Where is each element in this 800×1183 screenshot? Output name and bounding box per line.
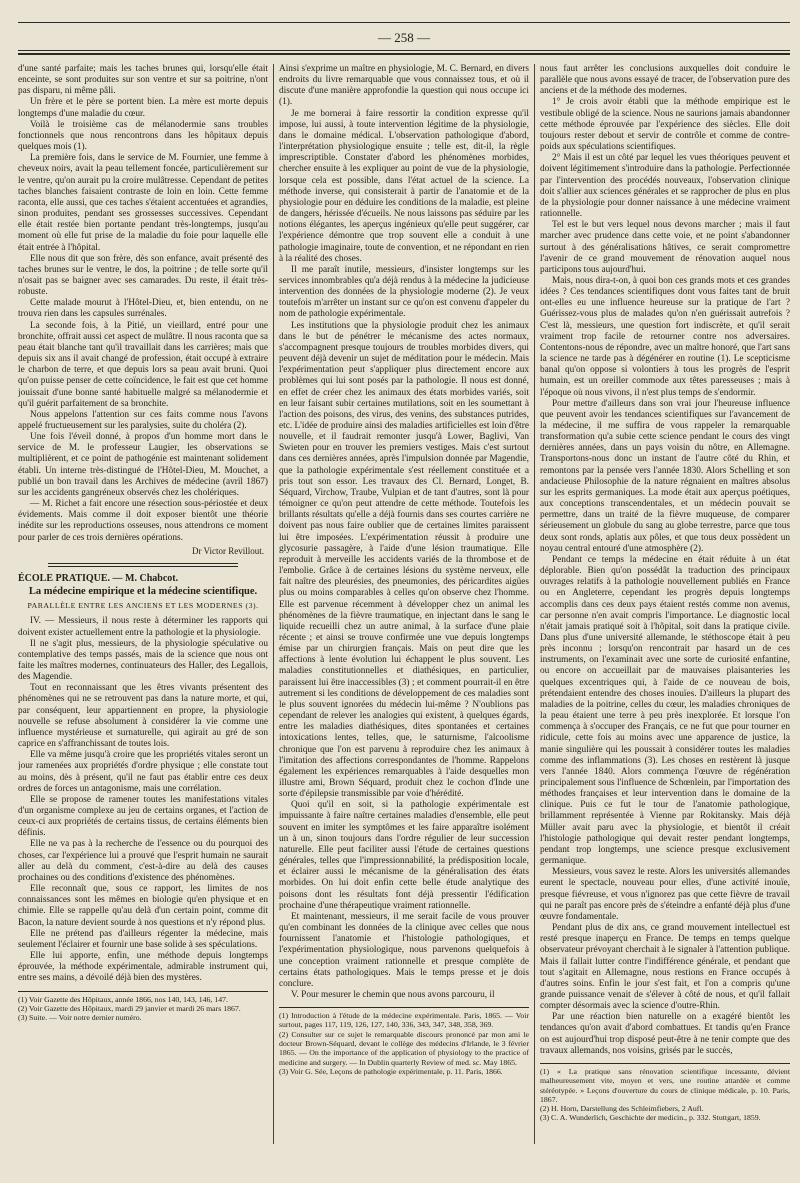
paragraph: — M. Richet a fait encore une résection sous-périostée et deux évidements. Mais comme il doit exposer bientôt une théorie inédite sur les reproductions osseuses, nous attendrons ce moment pour parler de ces trois dernières opérations. (18, 499, 268, 543)
paragraph: IV. — Messieurs, il nous reste à déterminer les rapports qui doivent exister actuellement entre la pathologie et la physiologie. (18, 616, 268, 638)
footnote: (2) Voir Gazette des Hôpitaux, mardi 29 janvier et mardi 26 mars 1867. (18, 1003, 241, 1013)
paragraph: Ainsi s'exprime un maître en physiologie, M. C. Bernard, en divers endroits du livre remarquable que vous connaissez tous, et où il discute d'une manière approfondie la question qui nous occupe ici (1). (279, 64, 529, 108)
paragraph: Pendant ce temps la médecine en était réduite à un état déplorable. Bien qu'on possédât la traduction des principaux ouvrages relatifs à la pathologie nouvellement publiés en France ou en Angleterre, cependant les progrès depuis longtemps accomplis dans ces deux pays étaient restés comme non avenus, car personne n'en avait compris l'importance. Le diagnostic local n'était jamais pratiqué soit à l'hôpital, soit dans la pratique civile. Dans plus d'une université allemande, le stéthoscope était à peu près inconnu ; lorsqu'on rencontrait par hasard un de ces instruments, on l'examinait avec une sorte de curiosité enfantine, ou encore on accueillait par de mauvaises plaisanteries les quelques excentriques qui, à l'aide de ce nouveau de bois, prétendaient entendre des choses inouïes. D'ailleurs la plupart des maladies de la poitrine, celles du cœur, les maladies chroniques de la peau étaient une terre à peu près inexplorée. Et lorsque l'on commença à s'occuper des Français, ce ne fut que pour tourner en ridicule, cette fois au moins avec une apparence de justice, la manie singulière qui les poussait à considérer toutes les maladies comme des inflammations (3). Les choses en restèrent là jusque vers l'année 1840. Alors commença l'œuvre de régénération principalement sous l'influence de Schœnlein, par l'importation des méthodes françaises et leur intervention dans le domaine de la clinique. Puis ce fut le tour de l'anatomie pathologique, brillamment représentée à Vienne par Rokitansky. Mais déjà Müller avait paru avec la physiologie, et bientôt il créait l'histologie pathologique qui devait rester pendant longtemps, pendant trop longtemps, une science presque exclusivement germanique. (540, 554, 790, 867)
section-separator (48, 563, 238, 567)
top-rule (18, 22, 790, 23)
paragraph: Quoi qu'il en soit, si la pathologie expérimentale est impuissante à faire naître certaines maladies d'ensemble, elle peut souvent en imiter les symptômes et les faire apparaître isolément un à un, sinon toujours dans l'ordre régulier de leur succession naturelle. Elle peut faciliter aussi l'étude de certaines questions générales, telles que l'impressionnabilité, la prédisposition locale, et éclairer aussi le mécanisme de la généralisation des états morbides. On lui doit enfin cette belle étude analytique des poisons dont les résultats font déjà pressentir l'édification prochaine d'une thérapeutique vraiment rationnelle. (279, 800, 529, 911)
header-rule-2 (18, 53, 790, 55)
paragraph: Elle ne prétend pas d'ailleurs régenter la médecine, mais seulement l'éclairer et fournir une base solide à ses spéculations. (18, 928, 268, 950)
paragraph: Cette malade mourut à l'Hôtel-Dieu, et, bien entendu, on ne trouva rien dans les capsules surrénales. (18, 298, 268, 320)
paragraph: La première fois, dans le service de M. Fournier, une femme à cheveux noirs, avait la peau tellement foncée, particulièrement sur le ventre, qu'on aurait pu la croire mulâtresse. Cependant de petites taches blanches faisaient contraste de loin en loin. Cette femme raconta, elle aussi, que ces taches s'étaient accentuées et agrandies, sinon produites, pendant ses grossesses successives. Cependant elle était restée bien portante pendant très-longtemps, jusqu'au moment où elle fut prise de la maladie du foie pour laquelle elle était entrée à l'hôpital. (18, 153, 268, 253)
paragraph: Les institutions que la physiologie produit chez les animaux dans le but de pénétrer le mécanisme des actes normaux, s'accompagnent presque toujours de troubles morbides divers, qui peuvent déjà devenir un sujet de méditation pour le médecin. Mais l'expérimentation peut s'appliquer plus directement encore aux problèmes qui lui sont posés par la pathologie. Il nous est donné, en effet de créer chez les animaux des états morbides variés, soit en leur faisant subir certaines mutilations, soit en les soumettant à l'action des poisons, des virus, des venins, des substances putrides, etc. L'idée de produire ainsi des maladies artificielles est loin d'être nouvelle, et il faudrait remonter jusqu'à Lower, Baglivi, Van Swieten pour en trouver les premiers vestiges. Mais c'est surtout dans ces dernières années, après l'impulsion donnée par Magendie, que la pathologie expérimentale s'est réellement constituée et a pris tout son essor. Les travaux des Cl. Bernard, Longet, B. Séquard, Virchow, Traube, Vulpian et de tant d'autres, sont là pour témoigner ce qu'on peut attendre de cette méthode. Toutefois les brillants résultats qu'elle a déjà fournis dans ses courtes carrière ne doivent pas nous faire oublier que de certaines limites paraissent lui être imposées. L'expérimentation réussit à produire une glycosurie passagère, à l'aide d'une lésion traumatique. Elle reproduit à merveille les accidents variés de la thrombose et de l'embolie. Grâce à de certaines lésions du système nerveux, elle fait naître des pleurésies, des pneumonies, des péricardites aigües plus ou moins comparables à celles qu'on observe chez l'homme. Elle est parvenue récemment à développer chez un animal les phénomènes de la fièvre traumatique, en injectant dans le sang le liquide recueilli chez un autre animal, à la surface d'une plaie récente ; et ainsi se trouve confirmée une vue depuis longtemps émise par un chirurgien français. Mais on peut dire que les affections à lente évolution lui échappent le plus souvent. Les maladies constitutionnelles et diathésiques, en particulier, paraissent lui être inaccessibles (3) ; et comment pourrait-il en être autrement si les conditions de développement de ces maladies sont le plus souvent ignorées du médecin lui-même ? N'oublions pas cependant de relever les analogies qui existent, à quelques égards, entre les maladies diathésiques, dites spontanées et certaines intoxications lentes, telles, que, le saturnisme, l'alcoolisme chronique que l'on est parvenu à reproduire chez les animaux à l'imitation des affections correspondantes de l'homme. Rappelons également les expériences remarquables à l'aide desquelles mon illustre ami, Brown Séquard, produit chez le cochon d'Inde une sorte d'épilepsie transmissible par voie d'hérédité. (279, 320, 529, 800)
paragraph: 2° Mais il est un côté par lequel les vues théoriques peuvent et doivent légitimement s'introduire dans la pathologie. Perfectionnée par l'intervention des procédés nouveaux, l'observation clinique doit s'allier aux sciences générales et se rapprocher de plus en plus de la physiologie pour donner naissance à une médecine vraiment rationnelle. (540, 153, 790, 220)
section-title: ÉCOLE PRATIQUE. — M. Chabcot. (18, 572, 179, 584)
paragraph: Elle nous dit que son frère, dès son enfance, avait présenté des taches brunes sur le ventre, le dos, la poitrine ; de telle sorte qu'il n'osait pas se baigner avec ses camarades. Du reste, il était très-robuste. (18, 253, 268, 298)
header-rule-1 (18, 50, 790, 51)
footnote: (1) Voir Gazette des Hôpitaux, année 1866, nos 140, 143, 146, 147. (18, 994, 228, 1004)
paragraph: Une fois l'éveil donné, à propos d'un homme mort dans le service de M. le professeur Laugier, les observations se multiplièrent, et ce point de pathogénie est maintenant solidement établi. Un interne très-distingué de l'Hôtel-Dieu, M. Mouchet, a publié un bon travail dans les Archives de médecine (avril 1867) sur les accidents gangréneux observés chez les cholériques. (18, 432, 268, 498)
paragraph: Elle se propose de ramener toutes les manifestations vitales d'un organisme complexe au jeu de certains organes, et l'action de ceux-ci aux propriétés de certains tissus, de certains éléments bien définis. (18, 794, 268, 839)
footnote: (3) C. A. Wunderlich, Geschichte der medicin., p. 332. Stuttgart, 1859. (540, 1113, 761, 1123)
column-1 (18, 64, 268, 1144)
newspaper-page (18, 20, 790, 1165)
paragraph: V. Pour mesurer le chemin que nous avons parcouru, il (291, 989, 495, 1000)
paragraph: Elle reconnaît que, sous ce rapport, les limites de nos connaissances sont les mêmes en biologie qu'en physique et en chimie. Elle se rappelle qu'au delà d'un certain point, comme dit Bacon, la nature devient sourde à nos questions et n'y répond plus. (18, 884, 268, 928)
lesson-title: La médecine empirique et la médecine scientifique. (28, 586, 258, 598)
page-number: — 258 — (378, 30, 430, 45)
column-2 (279, 64, 529, 1144)
footnote: (3) Voir G. Sée, Leçons de pathologie expérimentale, p. 11. Paris, 1866. (279, 1066, 503, 1076)
paragraph: Elle va même jusqu'à croire que les propriétés vitales seront un jour ramenées aux propriétés d'ordre physique ; elle constate tout au moins, dès à présent, qu'il ne faut pas établir entre ces deux ordres de forces un antagonisme, mais une corrélation. (18, 750, 268, 794)
paragraph: Il me paraît inutile, messieurs, d'insister longtemps sur les services innombrables qu'a déjà rendus à la médecine la judicieuse intervention des données de la physiologie moderne (2). Je veux toutefois m'arrêter un instant sur ce qu'on est convenu d'appeler du nom de pathologie expérimentale. (279, 264, 529, 320)
paragraph: Mais, nous dira-t-on, à quoi bon ces grands mots et ces grandes idées ? Ces tendances scientifiques dont vous faites tant de bruit ont-elles eu une influence heureuse sur la pratique de l'art ? Guérissez-vous plus de malades qu'on n'en guérissait autrefois ? C'est là, messieurs, une question fort indiscrète, et qu'il serait vraiment trop facile de retourner contre nos adversaires. Contentons-nous de répondre, avec un maître honoré, que l'art sans la science ne tarde pas à dégénérer en routine (1). Le scepticisme banal qu'on oppose si volontiers à tous les progrès de l'esprit humain, est un oreiller commode aux têtes paresseuses ; mais à l'époque où nous vivons, il n'est plus temps de s'endormir. (540, 275, 790, 398)
paragraph: 1° Je crois avoir établi que la méthode empirique est le vestibule obligé de la science. Nous ne saurions jamais abandonner cette méthode éprouvée par l'expérience des siècles. Elle doit toujours rester debout et servir de contrôle et comme de contre-poids aux spéculations scientifiques. (540, 97, 790, 153)
paragraph: Tel est le but vers lequel nous devons marcher ; mais il faut marcher avec prudence dans cette voie, et ne point s'abandonner surtout à des généralisations hâtives, ce serait compromettre l'avenir de ce grand mouvement de rénovation auquel nous participons tous aujourd'hui. (540, 220, 790, 275)
column-divider-1 (273, 64, 274, 1144)
lesson-subtitle: PARALLÈLE ENTRE LES ANCIENS ET LES MODERNES (3). (27, 601, 259, 611)
paragraph: Je me bornerai à faire ressortir la condition expresse qu'il impose, lui aussi, à toute intervention légitime de la physiologie, dans le domaine médical. L'observation pathologique d'abord, l'interprétation physiologique ensuite ; telle est, dit-il, la règle imprescriptible. Constater d'abord les phénomènes morbides, chercher ensuite à les expliquer au point de vue de la physiologie, lorsque cela est possible, dans l'état actuel de la science. La méthode inverse, qui consisterait à partir de l'anatomie et de la physiologie pour en déduire les conditions de la maladie, est pleine de dangers, hérissée d'écueils. Ne nous laissons pas séduire par les notions élégantes, les aperçus ingénieux qu'elle peut suggérer, car l'expérience démontre que trop souvent elle a conduit à une pathologie imaginaire, toute de convention, et ne répondant en rien à la réalité des choses. (279, 108, 529, 264)
paragraph: Voilà le troisième cas de mélanodermie sans troubles fonctionnels que nous rencontrons dans les hôpitaux depuis quelques mois (1). (18, 119, 268, 153)
paragraph: Elle lui apporte, enfin, une méthode depuis longtemps éprouvée, la méthode expérimentale, admirable instrument qui, entre ses mains, a dévoilé déjà bien des mystères. (18, 951, 268, 984)
paragraph: La seconde fois, à la Pitié, un vieillard, entré pour une bronchite, offrait aussi cet aspect de mulâtre. Il nous raconta que sa peau était blanche tant qu'il travaillait dans les carrières; mais que depuis six ans il avait changé de profession, était occupé à extraire le charbon de terre, et que depuis lors sa peau avait bruni. Quoi qu'on puisse penser de cette coïncidence, le fait est que cet homme jouissait d'une bonne santé habituelle malgré sa mélanodermie et qu'il guérit parfaitement de sa bronchite. (18, 320, 268, 409)
footnote-rule (540, 1063, 790, 1064)
paragraph: Tout en reconnaissant que les êtres vivants présentent des phénomènes qui ne se retrouvent pas dans la nature morte, et qui, par conséquent, leur appartiennent en propre, la physiologie nouvelle se refuse absolument à considérer la vie comme une influence mystérieuse et surnaturelle, qui agirait au gré de son caprice en s'affranchissant de toutes lois. (18, 683, 268, 750)
paragraph: Nous appelons l'attention sur ces faits comme nous l'avons appelé fructueusement sur les paralysies, suite du choléra (2). (18, 409, 268, 431)
paragraph: Par une réaction bien naturelle on a exagéré bientôt les tendances qu'on avait d'abord combattues. Et tandis qu'en France on est aujourd'hui trop disposé peut-être à ne tenir compte que des travaux allemands, nos voisins, grisés par le succès, (540, 1012, 790, 1056)
paragraph: Elle ne va pas à la recherche de l'essence ou du pourquoi des choses, car l'expérience lui a prouvé que l'esprit humain ne saurait aller au delà du comment, c'est-à-dire au delà des causes prochaines ou des conditions d'existence des phénomènes. (18, 839, 268, 883)
paragraph: nous faut arrêter les conclusions auxquelles doit conduire le parallèle que nous avons essayé de tracer, de l'observation pure des anciens et de la méthode des modernes. (540, 64, 790, 97)
footnote: (1) « La pratique sans rénovation scientifique incessante, dévient malheureusement vite, moyen et vers, une routine attardée et comme stéréotypée. » Leçons d'ouverture du cours de clinique médicale, p. 10. Paris, 1867. (540, 1066, 790, 1104)
paragraph: Messieurs, vous savez le reste. Alors les universités allemandes eurent le spectacle, nouveau pour elles, d'une activité inouïe, presque fiévreuse, et vous n'ignorez pas que cette fièvre de travail qui ne paraît pas encore près de s'éteindre a enfanté déjà plus d'une œuvre fondamentale. (540, 867, 790, 922)
column-divider-2 (534, 64, 535, 1144)
footnote-rule (18, 991, 268, 992)
footnote: (2) H. Horn, Darstellung des Schleimfiebers, 2 Aufl. (540, 1104, 704, 1114)
footnote: (3) Suite. — Voir notre dernier numéro. (18, 1013, 142, 1023)
author-signature: Dr Victor Revillout. (191, 545, 264, 556)
footnote-rule (279, 1007, 529, 1008)
paragraph: Un frère et le père se portent bien. La mère est morte depuis longtemps d'une maladie du cœur. (18, 97, 268, 119)
paragraph: Pour mettre d'ailleurs dans son vrai jour l'heureuse influence que peuvent avoir les tendances scientifiques sur l'avancement de la médecine, il me suffira de vous rappeler la remarquable transformation qu'a subie cette science pendant le cours des vingt dernières années, dans un pays voisin du nôtre, en Allemagne. Transportons-nous donc un instant de l'autre côté du Rhin, et remontons par la pensée vers l'année 1830. Alors Schelling et son andacieuse Philosophie de la nature régnaient en maîtres absolus sur les esprits germaniques. La mode était aux aperçus poétiques, aux conceptions transcendentales, et un médecin pouvait se permettre, dans un traité de la fièvre muqueuse, de comparer sérieusement un globule du sang au globe terrestre, parce que tous deux sont ronds, aplatis aux pôles, et que tous deux possèdent un noyau central entouré d'une atmosphère (2). (540, 398, 790, 554)
paragraph: Il ne s'agit plus, messieurs, de la physiologie spéculative ou contemplative des temps passés, mais de la science que nous ont faite les maîtres modernes, continuateurs des Haller, des Legallois, des Magendie. (18, 638, 268, 683)
footnote: (2) Consulter sur ce sujet le remarquable discours prononcé par mon ami le docteur Brown-Séquard, devant le collège des médecins d'Irlande, le 3 février 1865. — On the importance of the application of physiology to the practice of medicine and surgery. — In Dublin quarterly Review of med. sc. May 1865. (279, 1029, 529, 1067)
paragraph: d'une santé parfaite; mais les taches brunes qui, lorsqu'elle était enceinte, se sont produites sur son ventre et sur sa poitrine, n'ont pas disparu, ni même pâli. (18, 64, 268, 97)
column-3 (540, 64, 790, 1144)
page-header (18, 20, 790, 60)
paragraph: Et maintenant, messieurs, il me serait facile de vous prouver qu'en combinant les données de la clinique avec celles que nous fournissent l'anatomie et l'histologie pathologiques, et l'expérimentation physiologique, nous parvenons quelquefois à une conception vraiment rationnelle et presque complète de certains états pathologiques. Mais le temps presse et je dois conclure. (279, 911, 529, 989)
footnote: (1) Introduction à l'étude de la médecine expérimentale. Paris, 1865. — Voir surtout, pages 117, 119, 126, 127, 140, 336, 343, 347, 348, 358, 369. (279, 1011, 529, 1030)
paragraph: Pendant plus de dix ans, ce grand mouvement intellectuel est resté presque inaperçu en France. De temps en temps quelque observateur prévoyant cherchait à le signaler à l'attention publique. Mais il fallait lutter contre l'indifférence générale, et pendant que tout s'agitait en Allemagne, nous restions en France occupés à d'autres soins. Enfin le jour s'est fait, et l'on a compris qu'une grande puissance venait de s'élever à côté de nous, et qu'il fallait compter désormais avec la science d'outre-Rhin. (540, 923, 790, 1012)
